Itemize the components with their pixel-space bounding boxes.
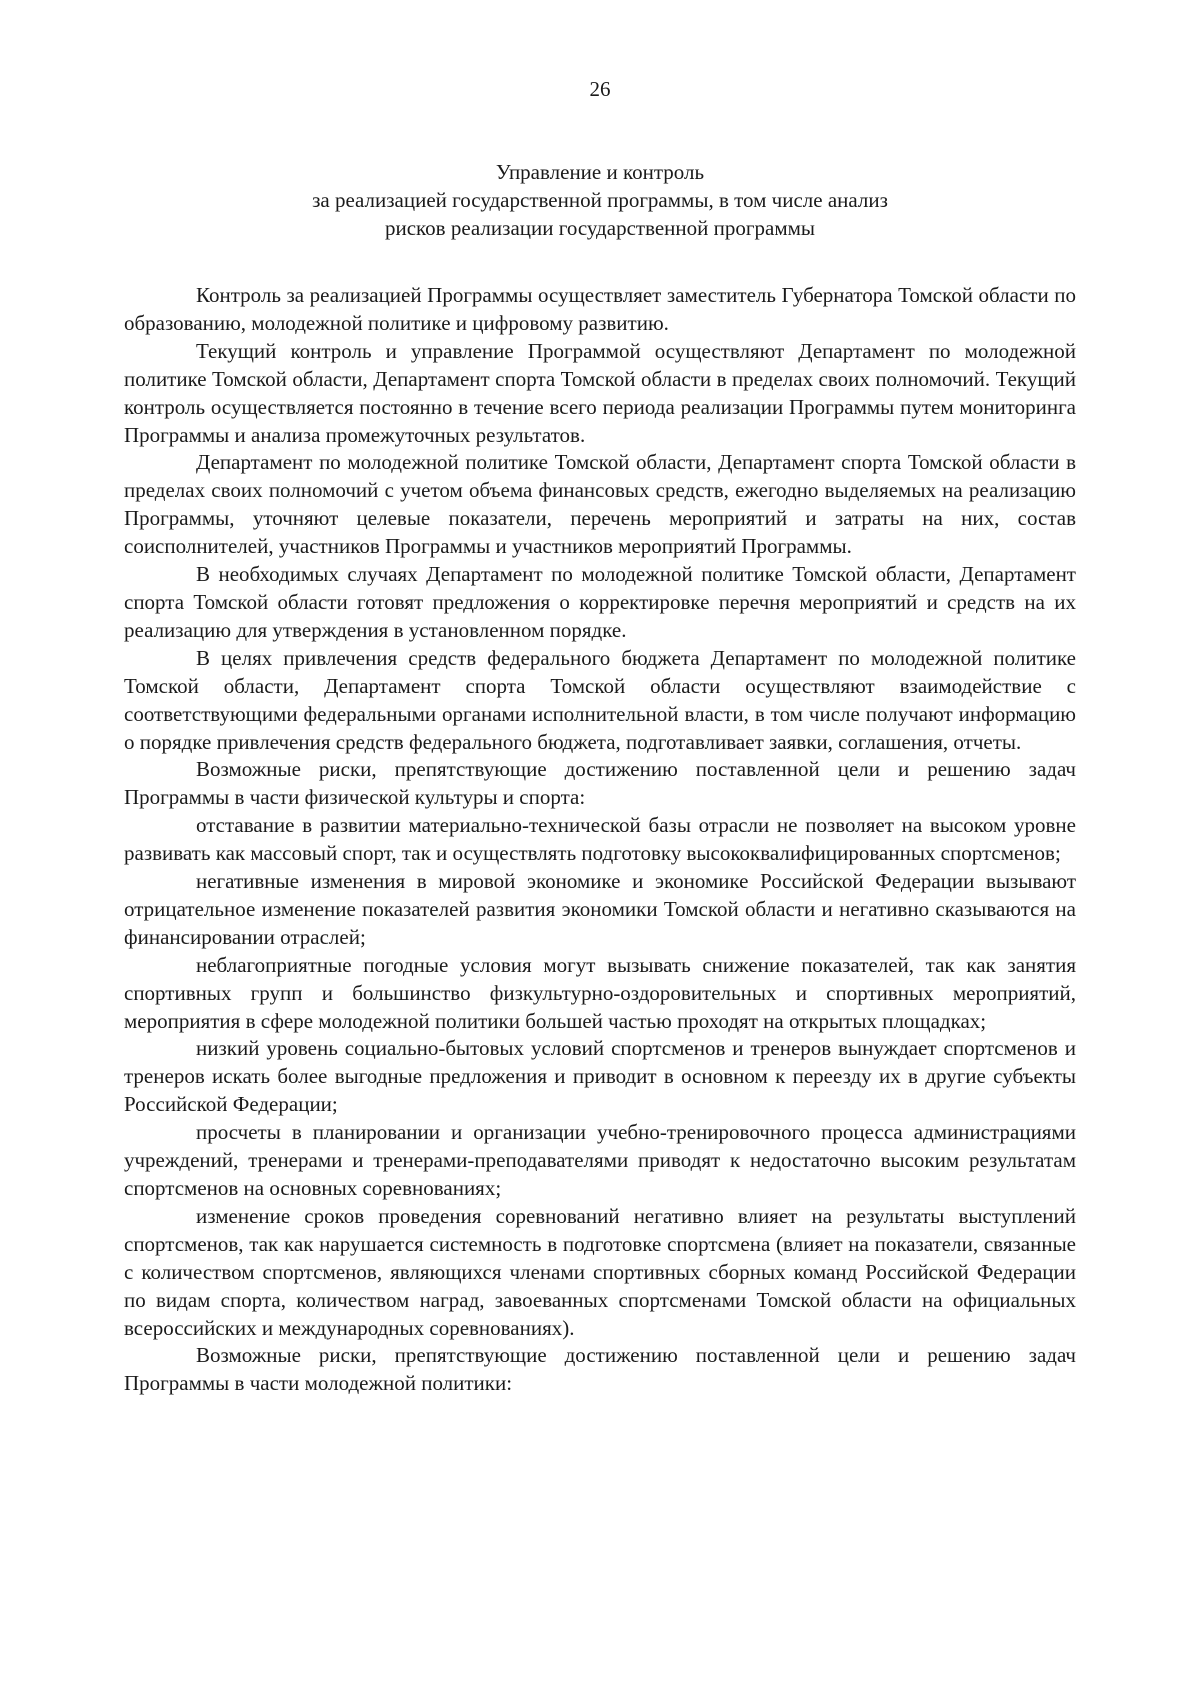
paragraph: Возможные риски, препятствующие достижению поставленной цели и решению задач Программы в части физической культуры и спорта: [124, 757, 1076, 810]
body-text [124, 282, 1076, 1398]
paragraph: Возможные риски, препятствующие достижению поставленной цели и решению задач Программы в части молодежной политики: [124, 1343, 1076, 1396]
heading-line: Управление и контроль [495, 160, 705, 184]
section-heading [124, 158, 1076, 242]
paragraph: низкий уровень социально-бытовых условий спортсменов и тренеров вынуждает спортсменов и тренеров искать более выгодные предложения и приводит в основном к переезду их в другие субъекты Российской Федерации; [124, 1036, 1076, 1117]
paragraph: отставание в развитии материально-технической базы отрасли не позволяет на высоком уровне развивать как массовый спорт, так и осуществлять подготовку высококвалифицированных спортсменов; [124, 813, 1076, 866]
paragraph: просчеты в планировании и организации учебно-тренировочного процесса администрациями учреждений, тренерами и тренерами-преподавателями приводят к недостаточно высоким результатам спортсменов на основных соревнованиях; [124, 1120, 1076, 1200]
paragraph: Департамент по молодежной политике Томской области, Департамент спорта Томской области в пределах своих полномочий с учетом объема финансовых средств, ежегодно выделяемых на реализацию Программы, уточняют целевые показатели, перечень мероприятий и затраты на них, состав соисполнителей, участников Программы и участников мероприятий Программы. [124, 450, 1076, 559]
paragraph: Контроль за реализацией Программы осуществляет заместитель Губернатора Томской области по образованию, молодежной политике и цифровому развитию. [124, 283, 1076, 335]
paragraph: негативные изменения в мировой экономике и экономике Российской Федерации вызывают отрицательное изменение показателей развития экономики Томской области и негативно сказываются на финансировании отраслей; [124, 869, 1076, 949]
page-number: 26 [589, 77, 611, 101]
heading-line: рисков реализации государственной программы [384, 216, 816, 240]
paragraph: В необходимых случаях Департамент по молодежной политике Томской области, Департамент спорта Томской области готовят предложения о корректировке перечня мероприятий и средств на их реализацию для утверждения в установленном порядке. [124, 562, 1076, 642]
paragraph: Текущий контроль и управление Программой осуществляют Департамент по молодежной политике Томской области, Департамент спорта Томской области в пределах своих полномочий. Текущий контроль осуществляется постоянно в течение всего периода реализации Программы путем мониторинга Программы и анализа промежуточных результатов. [124, 338, 1076, 447]
paragraph: неблагоприятные погодные условия могут вызывать снижение показателей, так как занятия спортивных групп и большинство физкультурно-оздоровительных и спортивных мероприятий, мероприятия в сфере молодежной политики большей частью проходят на открытых площадках; [124, 952, 1076, 1033]
paragraph: изменение сроков проведения соревнований негативно влияет на результаты выступлений спортсменов, так как нарушается системность в подготовке спортсмена (влияет на показатели, связанные с количеством спортсменов, являющихся членами спортивных сборных команд Российской Федерации по видам спорта, количеством наград, завоеванных спортсменами Томской области на официальных всероссийских и международных соревнованиях). [124, 1203, 1076, 1340]
paragraph: В целях привлечения средств федерального бюджета Департамент по молодежной политике Томской области, Департамент спорта Томской области осуществляют взаимодействие с соответствующими федеральными органами исполнительной власти, в том числе получают информацию о порядке привлечения средств федерального бюджета, подготавливает заявки, соглашения, отчеты. [124, 645, 1076, 754]
heading-line: за реализацией государственной программы, в том числе анализ [312, 188, 888, 212]
